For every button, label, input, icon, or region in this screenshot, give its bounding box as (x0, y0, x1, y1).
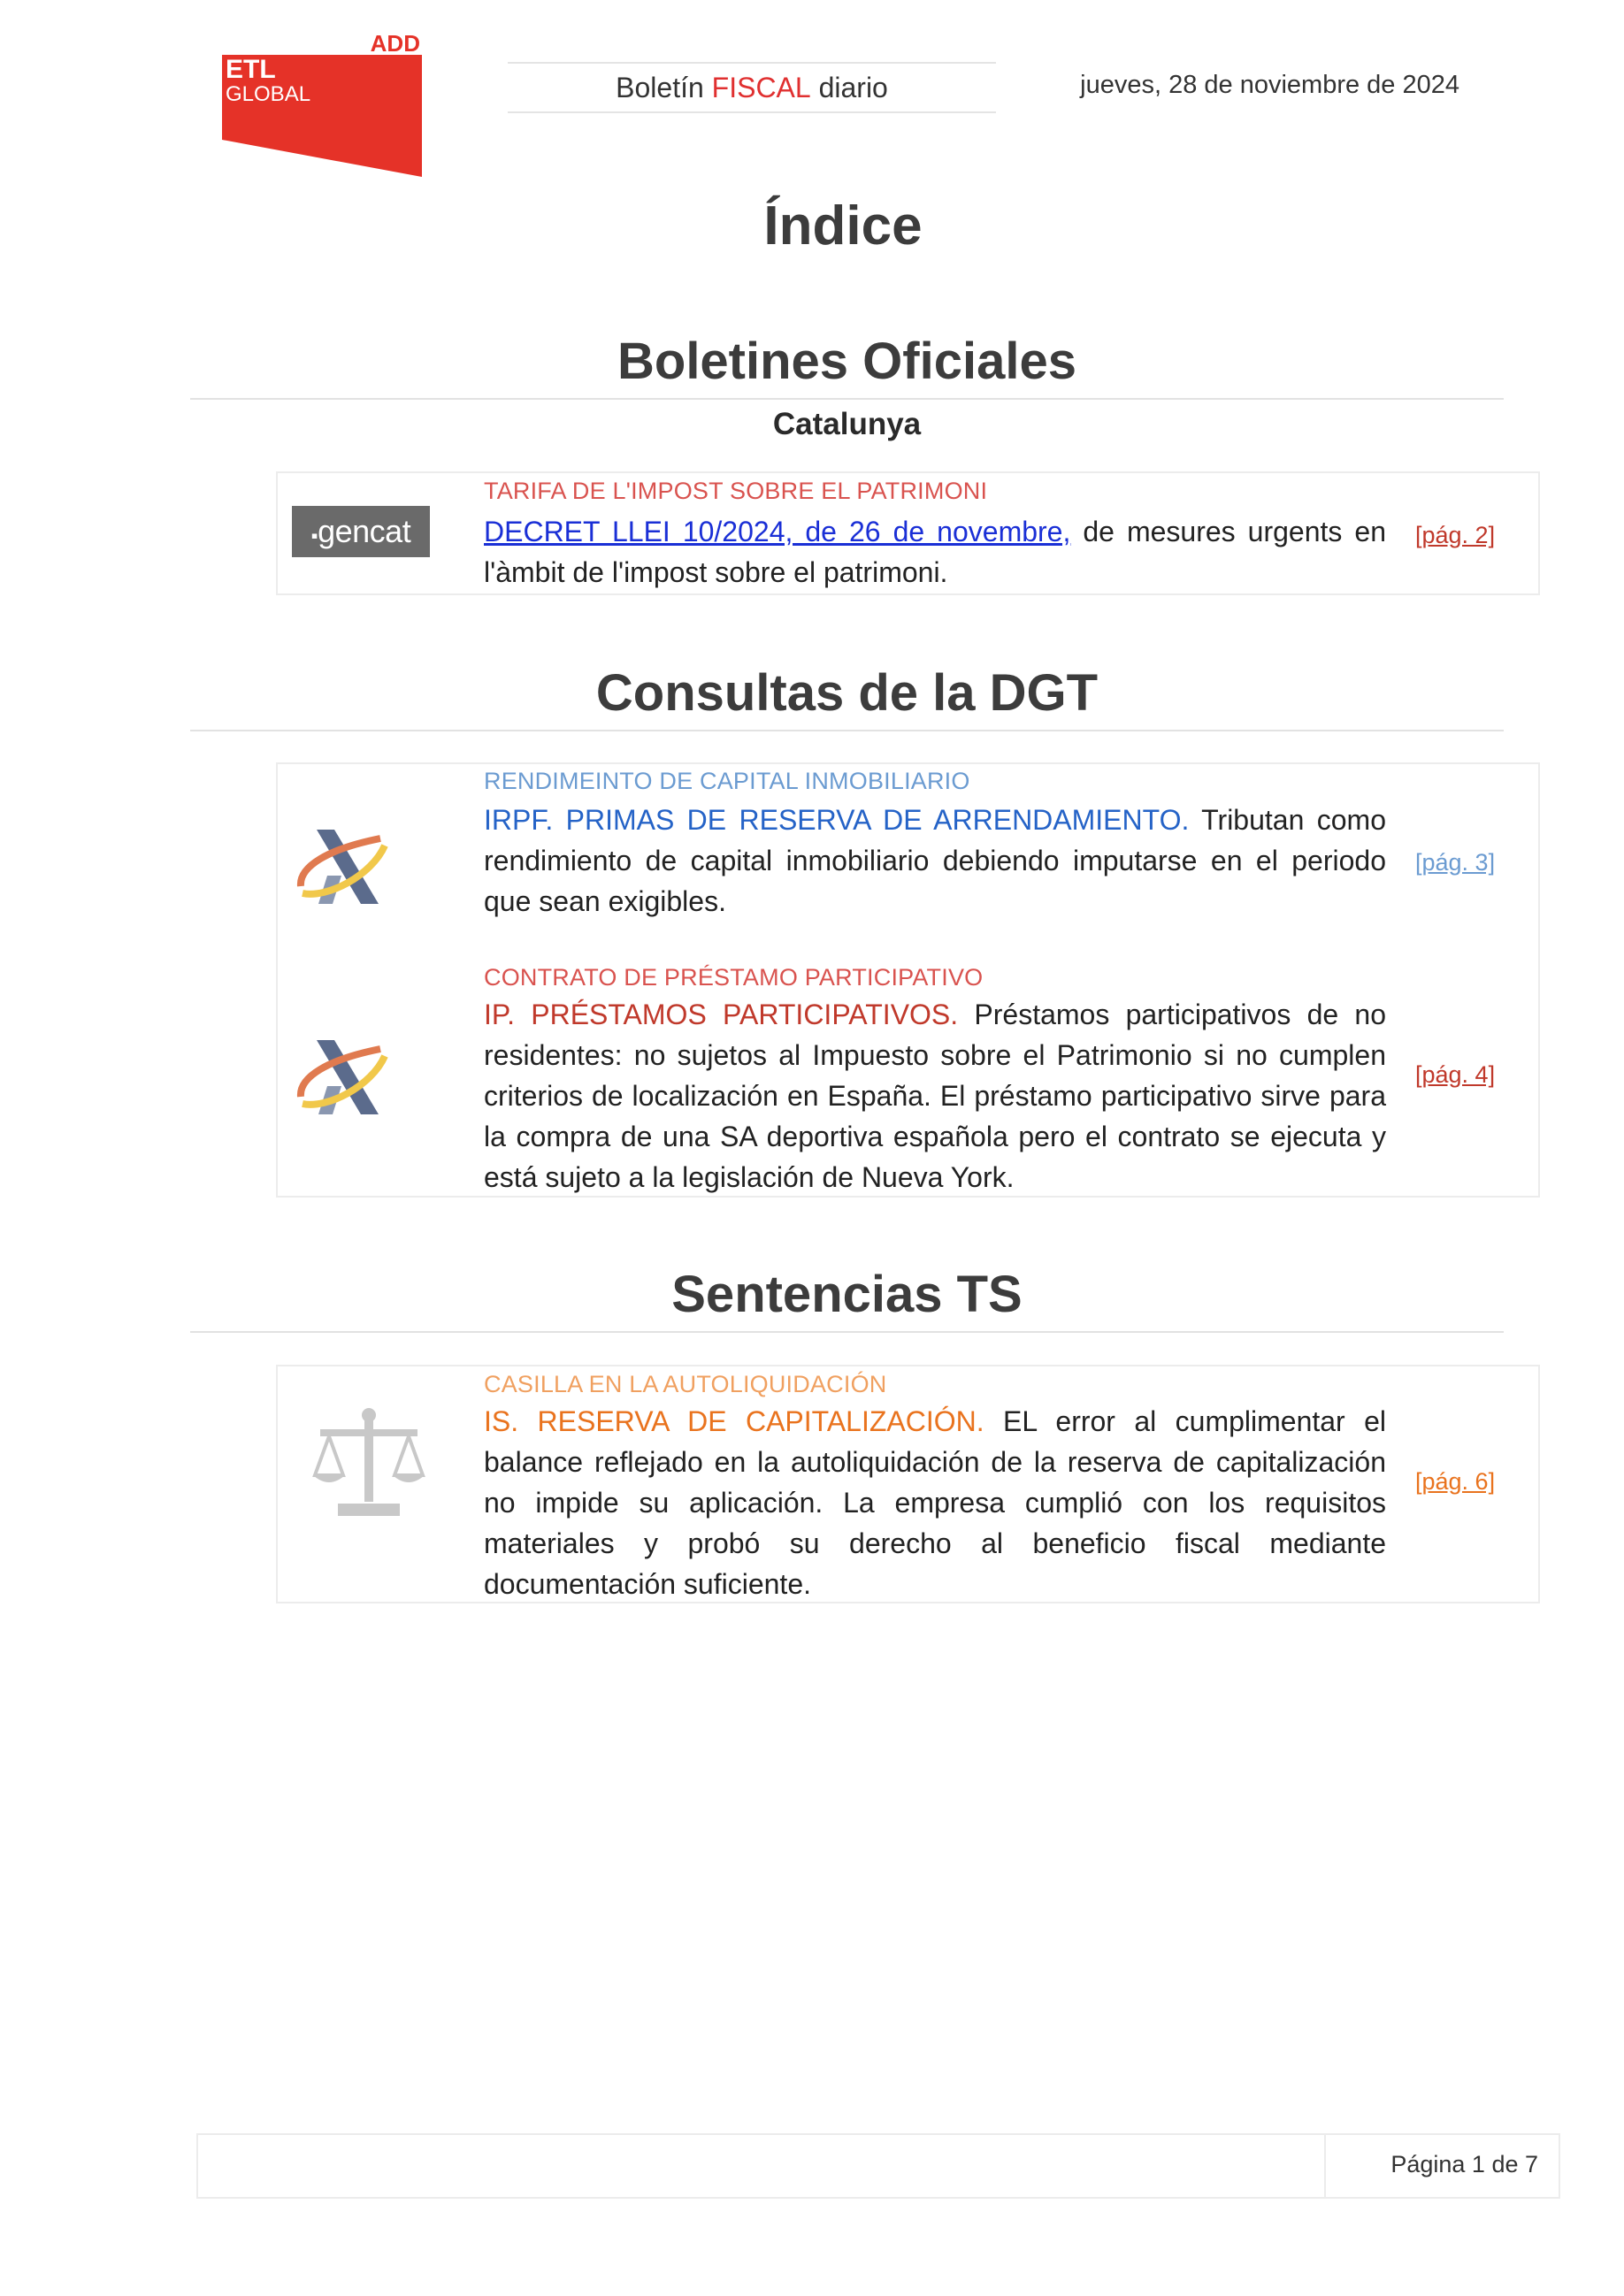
page-link[interactable]: [pág. 6] (1415, 1468, 1496, 1495)
title-fiscal: FISCAL (711, 71, 811, 103)
title-prefix: Boletín (616, 71, 712, 103)
decret-link[interactable]: DECRET LLEI 10/2024, de 26 de novembre, (484, 516, 1071, 547)
scales-of-justice-icon (311, 1404, 426, 1521)
entry-lead: IS. RESERVA DE CAPITALIZACIÓN. (484, 1405, 984, 1437)
entry-text: Préstamos participativos de no residentes: no sujetos al Impuesto sobre el Patrimonio si no cumplen criterios de localización en España. El préstamo participativo sirve para la compra de una SA deportiva española pero el contrato se ejecuta y está sujeto a la legislación de Nueva York. (484, 999, 1386, 1193)
entry-lead: IRPF. PRIMAS DE RESERVA DE ARRENDAMIENTO. (484, 804, 1190, 836)
entry-summary (484, 511, 1386, 593)
bulletin-title (508, 62, 996, 113)
page-link[interactable]: [pág. 2] (1415, 522, 1496, 548)
entry-category: TARIFA DE L'IMPOST SOBRE EL PATRIMONI (484, 478, 988, 504)
page-link[interactable]: [pág. 3] (1415, 849, 1496, 876)
agencia-tributaria-icon (292, 823, 389, 904)
gencat-logo: ▪gencat (292, 506, 430, 557)
entry-lead: IP. PRÉSTAMOS PARTICIPATIVOS. (484, 999, 959, 1030)
svg-text:GLOBAL: GLOBAL (226, 82, 311, 106)
page-footer (196, 2133, 1560, 2199)
entry-summary (484, 800, 1386, 922)
footer-divider (1324, 2135, 1326, 2197)
entry-text: de mesures urgents en l'àmbit de l'impost sobre el patrimoni. (484, 516, 1387, 588)
entry-category: CONTRATO DE PRÉSTAMO PARTICIPATIVO (484, 964, 984, 991)
region-subtitle: Catalunya (772, 407, 922, 441)
entry-category: CASILLA EN LA AUTOLIQUIDACIÓN (484, 1371, 887, 1397)
entry-summary (484, 994, 1386, 1198)
page-link[interactable]: [pág. 4] (1415, 1061, 1496, 1088)
entry-text: EL error al cumplimentar el balance reflejado en la autoliquidación de la reserva de capitalización no impide su aplicación. La empresa cumplió con los requisitos materiales y probó su derecho al beneficio fiscal mediante documentación suficiente. (484, 1405, 1387, 1600)
svg-text:ETL: ETL (226, 55, 276, 84)
title-suffix: diario (810, 71, 888, 103)
bulletin-date: jueves, 28 de noviembre de 2024 (1080, 71, 1459, 99)
section-title-boletines: Boletines Oficiales (190, 332, 1504, 400)
agencia-tributaria-icon (292, 1033, 389, 1114)
entry-category: RENDIMEINTO DE CAPITAL INMOBILIARIO (484, 768, 970, 794)
section-title-dgt: Consultas de la DGT (190, 663, 1504, 731)
entry-text: Tributan como rendimiento de capital inmobiliario debiendo imputarse en el periodo que sean exigibles. (484, 804, 1386, 917)
index-title: Índice (763, 195, 923, 256)
section-title-ts: Sentencias TS (190, 1265, 1504, 1333)
entry-summary (484, 1401, 1386, 1604)
svg-text:ADD: ADD (370, 35, 420, 57)
page-number: Página 1 de 7 (1390, 2151, 1538, 2177)
etl-global-logo (215, 35, 422, 177)
